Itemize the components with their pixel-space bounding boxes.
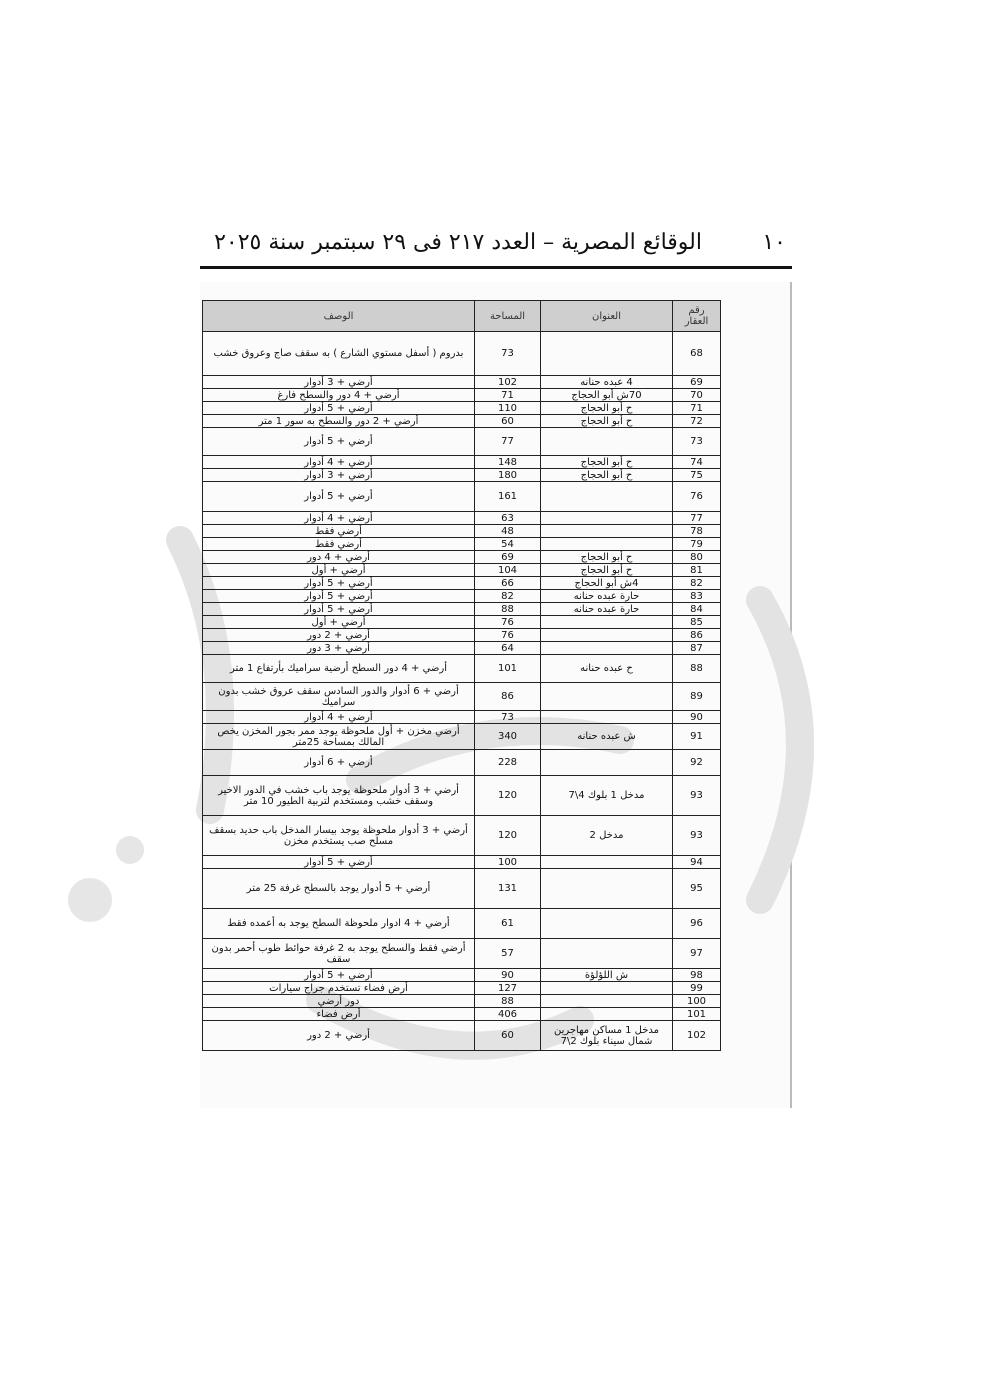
row-number: 71 xyxy=(673,402,721,415)
row-area: 120 xyxy=(475,816,541,856)
row-description: أرضي + 6 أدوار والدور السادس سقف عروق خشب بدون سراميك xyxy=(203,683,475,711)
table-row xyxy=(203,1008,721,1021)
row-area: 228 xyxy=(475,750,541,776)
row-number: 82 xyxy=(673,577,721,590)
row-description: أرضي + 5 أدوار xyxy=(203,577,475,590)
row-area: 48 xyxy=(475,525,541,538)
row-description: أرضي + 5 أدوار xyxy=(203,428,475,456)
table-row xyxy=(203,577,721,590)
table-row xyxy=(203,776,721,816)
row-description: أرضي + 3 أدوار ملحوظة يوجد بيسار المدخل باب حديد بسقف مسلح صب يستخدم مخزن xyxy=(203,816,475,856)
row-area: 86 xyxy=(475,683,541,711)
table-row xyxy=(203,389,721,402)
row-area: 61 xyxy=(475,909,541,939)
row-number: 76 xyxy=(673,482,721,512)
table-row xyxy=(203,590,721,603)
page-header xyxy=(200,222,792,270)
row-address xyxy=(541,428,673,456)
row-area: 54 xyxy=(475,538,541,551)
row-area: 76 xyxy=(475,629,541,642)
table-row xyxy=(203,616,721,629)
row-description: أرضي + أول xyxy=(203,564,475,577)
row-address: ح عبده حنانه xyxy=(541,655,673,683)
row-area: 60 xyxy=(475,1021,541,1051)
table-row xyxy=(203,456,721,469)
row-number: 86 xyxy=(673,629,721,642)
row-description: أرض فضاء xyxy=(203,1008,475,1021)
table-row xyxy=(203,969,721,982)
row-area: 110 xyxy=(475,402,541,415)
table-row xyxy=(203,724,721,750)
row-area: 73 xyxy=(475,711,541,724)
row-number: 94 xyxy=(673,856,721,869)
row-number: 74 xyxy=(673,456,721,469)
col-header-description: الوصف xyxy=(203,301,475,332)
row-number: 93 xyxy=(673,816,721,856)
table-row xyxy=(203,415,721,428)
row-number: 102 xyxy=(673,1021,721,1051)
row-address: ش اللؤلؤة xyxy=(541,969,673,982)
row-description: أرضي + 5 أدوار xyxy=(203,402,475,415)
row-area: 100 xyxy=(475,856,541,869)
row-description: أرض فضاء تستخدم جراج سيارات xyxy=(203,982,475,995)
row-description: بدروم ( أسفل مستوي الشارع ) به سقف صاج وعروق خشب xyxy=(203,332,475,376)
row-address xyxy=(541,939,673,969)
row-number: 92 xyxy=(673,750,721,776)
row-description: أرضي + 5 أدوار يوجد بالسطح غرفة 25 متر xyxy=(203,869,475,909)
table-row xyxy=(203,642,721,655)
row-number: 101 xyxy=(673,1008,721,1021)
table-row xyxy=(203,564,721,577)
table-row xyxy=(203,939,721,969)
row-address: ح أبو الحجاج xyxy=(541,415,673,428)
row-address xyxy=(541,512,673,525)
table-row xyxy=(203,428,721,456)
row-area: 64 xyxy=(475,642,541,655)
row-address: ح أبو الحجاج xyxy=(541,564,673,577)
row-description: أرضي + 5 أدوار xyxy=(203,856,475,869)
row-description: أرضي + 4 أدوار xyxy=(203,711,475,724)
page-number: ١٠ xyxy=(762,230,786,255)
row-area: 77 xyxy=(475,428,541,456)
row-number: 84 xyxy=(673,603,721,616)
row-address xyxy=(541,616,673,629)
row-number: 97 xyxy=(673,939,721,969)
row-area: 60 xyxy=(475,415,541,428)
row-address: ح أبو الحجاج xyxy=(541,456,673,469)
row-area: 88 xyxy=(475,995,541,1008)
row-description: أرضي + 3 دور xyxy=(203,642,475,655)
row-description: أرضي + 5 أدوار xyxy=(203,590,475,603)
row-area: 131 xyxy=(475,869,541,909)
table-row xyxy=(203,525,721,538)
row-address xyxy=(541,538,673,551)
table-row xyxy=(203,469,721,482)
row-description: أرضي فقط والسطح يوجد به 2 غرفة حوائط طوب أحمر بدون سقف xyxy=(203,939,475,969)
row-address: مدخل 1 بلوك 4\7 xyxy=(541,776,673,816)
col-header-address: العنوان xyxy=(541,301,673,332)
table-row xyxy=(203,402,721,415)
col-header-number: رقم العقار xyxy=(673,301,721,332)
row-address xyxy=(541,982,673,995)
table-row xyxy=(203,711,721,724)
row-area: 66 xyxy=(475,577,541,590)
row-area: 340 xyxy=(475,724,541,750)
row-address xyxy=(541,1008,673,1021)
table-row xyxy=(203,816,721,856)
header-rule xyxy=(200,266,792,269)
row-number: 93 xyxy=(673,776,721,816)
row-description: دور أرضي xyxy=(203,995,475,1008)
row-description: أرضي + 2 دور xyxy=(203,1021,475,1051)
row-description: أرضي + 3 أدوار ملحوظة يوجد باب خشب في الدور الاخير وسقف خشب ومستخدم لتربية الطيور 10 متر xyxy=(203,776,475,816)
row-number: 75 xyxy=(673,469,721,482)
row-number: 73 xyxy=(673,428,721,456)
table-row xyxy=(203,655,721,683)
row-number: 100 xyxy=(673,995,721,1008)
row-address: 70ش أبو الحجاج xyxy=(541,389,673,402)
table-row xyxy=(203,332,721,376)
row-area: 127 xyxy=(475,982,541,995)
row-area: 73 xyxy=(475,332,541,376)
row-number: 87 xyxy=(673,642,721,655)
row-address xyxy=(541,750,673,776)
page-title: الوقائع المصرية – العدد ٢١٧ فى ٢٩ سبتمبر سنة ٢٠٢٥ xyxy=(214,230,702,255)
row-number: 83 xyxy=(673,590,721,603)
table-row xyxy=(203,869,721,909)
row-area: 63 xyxy=(475,512,541,525)
row-address: ح أبو الحجاج xyxy=(541,402,673,415)
row-description: أرضي فقط xyxy=(203,538,475,551)
row-description: أرضي + 2 دور والسطح به سور 1 متر xyxy=(203,415,475,428)
row-area: 120 xyxy=(475,776,541,816)
row-area: 69 xyxy=(475,551,541,564)
row-address: ش عبده حنانه xyxy=(541,724,673,750)
row-description: أرضي مخزن + أول ملحوظة يوجد ممر بجور المخزن يخص المالك بمساحة 25متر xyxy=(203,724,475,750)
row-area: 88 xyxy=(475,603,541,616)
row-number: 85 xyxy=(673,616,721,629)
row-description: أرضي + 3 أدوار xyxy=(203,376,475,389)
table-row xyxy=(203,982,721,995)
table-row xyxy=(203,603,721,616)
row-number: 68 xyxy=(673,332,721,376)
table-row xyxy=(203,538,721,551)
table-row xyxy=(203,909,721,939)
row-address xyxy=(541,629,673,642)
row-area: 71 xyxy=(475,389,541,402)
row-address xyxy=(541,683,673,711)
table-row xyxy=(203,683,721,711)
row-area: 148 xyxy=(475,456,541,469)
row-description: أرضي + أول xyxy=(203,616,475,629)
row-number: 91 xyxy=(673,724,721,750)
row-number: 95 xyxy=(673,869,721,909)
row-description: أرضي + 4 دور والسطح فارغ xyxy=(203,389,475,402)
table-row xyxy=(203,995,721,1008)
table-header-row xyxy=(203,301,721,332)
table-row xyxy=(203,1021,721,1051)
row-number: 77 xyxy=(673,512,721,525)
row-area: 57 xyxy=(475,939,541,969)
row-address: 4ش أبو الحجاج xyxy=(541,577,673,590)
row-area: 101 xyxy=(475,655,541,683)
table-row xyxy=(203,512,721,525)
row-number: 88 xyxy=(673,655,721,683)
table-row xyxy=(203,856,721,869)
row-number: 78 xyxy=(673,525,721,538)
row-address xyxy=(541,995,673,1008)
row-number: 70 xyxy=(673,389,721,402)
row-number: 72 xyxy=(673,415,721,428)
row-description: أرضي + 4 دور xyxy=(203,551,475,564)
row-description: أرضي + 4 ادوار ملحوظة السطح يوجد به أعمده فقط xyxy=(203,909,475,939)
row-area: 76 xyxy=(475,616,541,629)
row-description: أرضي + 4 أدوار xyxy=(203,512,475,525)
row-address: حارة عبده حنانه xyxy=(541,590,673,603)
row-address xyxy=(541,856,673,869)
row-area: 104 xyxy=(475,564,541,577)
row-address: مدخل 1 مساكن مهاجرين شمال سيناء بلوك 2\7 xyxy=(541,1021,673,1051)
col-header-area: المساحة xyxy=(475,301,541,332)
table-row xyxy=(203,750,721,776)
row-address: مدخل 2 xyxy=(541,816,673,856)
row-description: أرضي فقط xyxy=(203,525,475,538)
row-description: أرضي + 4 أدوار xyxy=(203,456,475,469)
row-address xyxy=(541,525,673,538)
table-row xyxy=(203,376,721,389)
row-description: أرضي + 4 دور السطح أرضية سراميك بأرتفاع 1 متر xyxy=(203,655,475,683)
row-address xyxy=(541,332,673,376)
row-description: أرضي + 3 أدوار xyxy=(203,469,475,482)
row-description: أرضي + 5 أدوار xyxy=(203,969,475,982)
row-number: 89 xyxy=(673,683,721,711)
row-address: ح أبو الحجاج xyxy=(541,469,673,482)
row-number: 79 xyxy=(673,538,721,551)
row-address: 4 عبده حنانه xyxy=(541,376,673,389)
row-address: حارة عبده حنانه xyxy=(541,603,673,616)
table-row xyxy=(203,482,721,512)
row-area: 180 xyxy=(475,469,541,482)
row-address xyxy=(541,909,673,939)
row-description: أرضي + 5 أدوار xyxy=(203,603,475,616)
row-description: أرضي + 5 أدوار xyxy=(203,482,475,512)
row-address xyxy=(541,869,673,909)
row-number: 80 xyxy=(673,551,721,564)
row-area: 161 xyxy=(475,482,541,512)
property-table xyxy=(202,300,721,1051)
row-address xyxy=(541,482,673,512)
row-area: 90 xyxy=(475,969,541,982)
row-address xyxy=(541,642,673,655)
row-number: 69 xyxy=(673,376,721,389)
row-area: 102 xyxy=(475,376,541,389)
table-row xyxy=(203,629,721,642)
row-address: ح أبو الحجاج xyxy=(541,551,673,564)
row-number: 96 xyxy=(673,909,721,939)
row-number: 90 xyxy=(673,711,721,724)
row-number: 81 xyxy=(673,564,721,577)
row-area: 406 xyxy=(475,1008,541,1021)
table-row xyxy=(203,551,721,564)
row-description: أرضي + 2 دور xyxy=(203,629,475,642)
row-number: 98 xyxy=(673,969,721,982)
row-address xyxy=(541,711,673,724)
row-description: أرضي + 6 أدوار xyxy=(203,750,475,776)
row-area: 82 xyxy=(475,590,541,603)
row-number: 99 xyxy=(673,982,721,995)
